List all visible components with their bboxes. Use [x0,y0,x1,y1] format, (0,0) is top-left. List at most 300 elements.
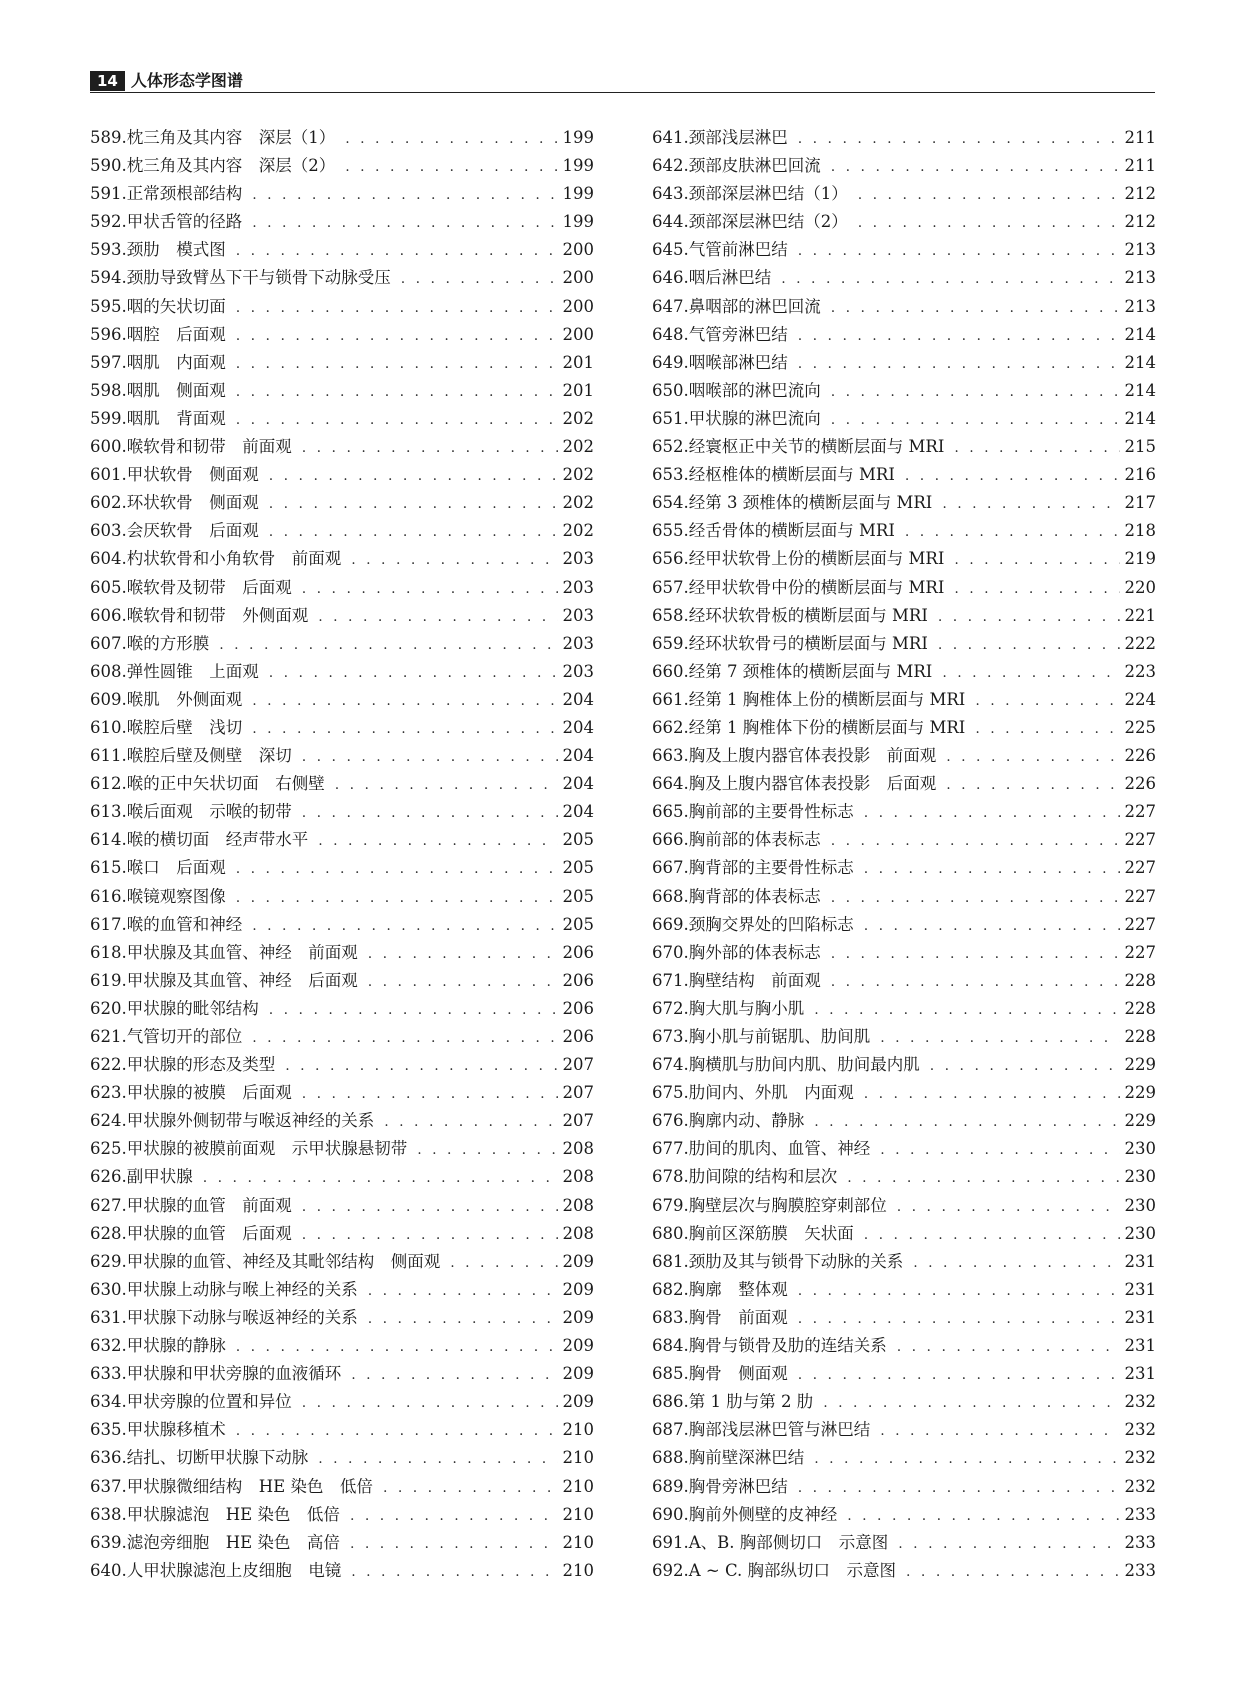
dot-leader [219,631,557,658]
entry-number: 612. [90,774,127,794]
entry-number: 643. [652,184,689,204]
toc-entry[interactable] [90,630,594,658]
entry-page-number: 205 [562,830,594,850]
entry-page-number: 232 [1124,1392,1156,1412]
entry-title: 甲状腺及其血管、神经 后面观 [126,970,358,990]
entry-title: 胸前外侧壁的皮神经 [688,1504,838,1524]
entry-page-number: 228 [1124,998,1156,1018]
entry-number: 664. [652,774,689,794]
toc-entry[interactable] [652,714,1156,742]
entry-title: 颈部皮肤淋巴回流 [688,156,821,176]
entry-page-number: 208 [562,1139,594,1159]
dot-leader [236,237,558,264]
entry-page-number: 200 [562,240,594,260]
entry-number: 607. [90,633,127,653]
dot-leader [880,1136,1119,1163]
entry-title: 经甲状软骨上份的横断层面与 MRI [688,549,945,569]
entry-title: 气管切开的部位 [126,1027,243,1046]
entry-page-number: 214 [1124,352,1156,372]
entry-page-number: 226 [1124,774,1156,794]
entry-page-number: 211 [1124,156,1156,176]
toc-entry[interactable] [90,742,594,770]
toc-entry[interactable] [90,545,594,573]
entry-number: 652. [652,437,689,457]
toc-entry[interactable] [652,1529,1156,1557]
entry-number: 680. [652,1223,689,1243]
entry-number: 649. [652,352,689,372]
entry-title: 甲状舌管的径路 [126,212,243,232]
toc-entry[interactable] [652,1416,1156,1444]
toc-entry[interactable] [652,602,1156,630]
entry-number: 635. [90,1420,127,1440]
entry-title: 胸壁结构 前面观 [688,970,821,990]
toc-entry[interactable] [90,293,594,321]
toc-entry[interactable] [90,1332,594,1360]
dot-leader [302,575,558,602]
dot-leader [847,1164,1119,1191]
toc-entry[interactable] [90,152,594,180]
entry-page-number: 200 [562,296,594,316]
dot-leader [954,434,1119,461]
toc-entry[interactable] [90,1388,594,1416]
entry-page-number: 204 [562,774,594,794]
entry-number: 672. [652,998,689,1018]
toc-entry[interactable] [90,574,594,602]
entry-page-number: 204 [562,746,594,766]
toc-entry[interactable] [90,1107,594,1135]
toc-entry[interactable] [652,630,1156,658]
dot-leader [302,434,558,461]
entry-page-number: 227 [1124,942,1156,962]
entry-number: 592. [90,212,127,232]
entry-page-number: 231 [1124,1336,1156,1356]
dot-leader [942,490,1119,517]
entry-page-number: 199 [562,128,594,147]
entry-title: 喉腔后壁及侧壁 深切 [126,746,292,766]
dot-leader [913,1249,1119,1276]
dot-leader [350,1530,558,1557]
dot-leader [302,1221,558,1248]
toc-entry[interactable] [90,1360,594,1388]
dot-leader [898,1530,1119,1557]
entry-page-number: 208 [562,1195,594,1215]
entry-number: 589. [90,128,127,147]
toc-entry[interactable] [652,1079,1156,1107]
entry-title: 喉的横切面 经声带水平 [126,830,309,850]
toc-entry[interactable] [652,405,1156,433]
entry-title: 咽喉部淋巴结 [688,352,788,372]
toc-entry[interactable] [652,1248,1156,1276]
entry-number: 645. [652,240,689,260]
entry-title: 甲状腺的血管、神经及其毗邻结构 侧面观 [126,1251,441,1271]
toc-entry[interactable] [652,798,1156,826]
entry-title: 经甲状软骨中份的横断层面与 MRI [688,577,945,597]
toc-entry[interactable] [90,321,594,349]
entry-page-number: 221 [1124,605,1156,625]
entry-number: 674. [652,1055,689,1075]
entry-title: 甲状腺的毗邻结构 [126,998,259,1018]
dot-leader [236,350,558,377]
toc-entry[interactable] [652,1332,1156,1360]
entry-number: 599. [90,408,127,428]
entry-page-number: 201 [562,380,594,400]
entry-title: 胸大肌与胸小肌 [688,998,805,1018]
entry-number: 613. [90,802,127,822]
toc-entry[interactable] [652,1220,1156,1248]
toc-entry[interactable] [90,349,594,377]
toc-entry[interactable] [90,1163,594,1191]
entry-number: 679. [652,1195,689,1215]
dot-leader [236,294,558,321]
entry-page-number: 208 [562,1167,594,1187]
entry-number: 614. [90,830,127,850]
entry-page-number: 203 [562,605,594,625]
entry-title: 胸骨 前面观 [688,1307,788,1327]
entry-page-number: 203 [562,577,594,597]
entry-page-number: 210 [562,1448,594,1468]
dot-leader [946,743,1119,770]
entry-number: 627. [90,1195,127,1215]
toc-entry[interactable] [90,1023,594,1051]
entry-page-number: 212 [1124,212,1156,232]
toc-entry[interactable] [90,911,594,939]
dot-leader [203,1164,558,1191]
toc-entry[interactable] [90,1529,594,1557]
toc-entry[interactable] [652,180,1156,208]
entry-number: 591. [90,184,127,204]
toc-entry[interactable] [652,236,1156,264]
dot-leader [302,743,558,770]
toc-entry[interactable] [90,517,594,545]
toc-entry[interactable] [90,1444,594,1472]
entry-number: 617. [90,914,127,934]
toc-entry[interactable] [652,770,1156,798]
entry-title: 肋间内、外肌 内面观 [688,1083,854,1103]
dot-leader [798,1277,1120,1304]
entry-title: 甲状腺外侧韧带与喉返神经的关系 [126,1111,375,1131]
dot-leader [269,996,558,1023]
toc-entry[interactable] [90,714,594,742]
toc-entry[interactable] [652,433,1156,461]
toc-entry[interactable] [90,770,594,798]
entry-page-number: 204 [562,717,594,737]
toc-entry[interactable] [652,1473,1156,1501]
dot-leader [823,1389,1119,1416]
dot-leader [831,153,1120,180]
dot-leader [831,968,1120,995]
dot-leader [798,322,1120,349]
entry-page-number: 222 [1124,633,1156,653]
toc-entry[interactable] [90,826,594,854]
entry-title: 喉的方形膜 [126,633,210,653]
dot-leader [831,378,1120,405]
toc-entry[interactable] [90,686,594,714]
toc-entry[interactable] [652,1023,1156,1051]
toc-entry[interactable] [652,995,1156,1023]
toc-entry[interactable] [90,1557,594,1585]
toc-entry[interactable] [90,939,594,967]
entry-page-number: 206 [562,942,594,962]
entry-number: 677. [652,1139,689,1159]
entry-number: 648. [652,324,689,344]
dot-leader [880,1024,1119,1051]
entry-page-number: 218 [1124,521,1156,541]
toc-entry[interactable] [652,264,1156,292]
entry-page-number: 200 [562,268,594,288]
entry-title: 枕三角及其内容 深层（1） [126,128,336,147]
toc-entry[interactable] [90,377,594,405]
toc-entry[interactable] [90,967,594,995]
toc-entry[interactable] [652,517,1156,545]
entry-title: 经舌骨体的横断层面与 MRI [688,521,895,541]
entry-number: 598. [90,380,127,400]
entry-page-number: 202 [562,408,594,428]
entry-number: 644. [652,212,689,232]
toc-entry[interactable] [90,1192,594,1220]
toc-entry[interactable] [652,152,1156,180]
entry-page-number: 205 [562,886,594,906]
toc-entry[interactable] [90,854,594,882]
entry-title: 胸及上腹内器官体表投影 前面观 [688,746,937,766]
toc-entry[interactable] [652,1192,1156,1220]
entry-title: 弹性圆锥 上面观 [126,661,259,681]
entry-number: 620. [90,998,127,1018]
entry-page-number: 210 [562,1504,594,1524]
entry-title: 甲状腺的血管 前面观 [126,1195,292,1215]
toc-entry[interactable] [90,1416,594,1444]
entry-number: 605. [90,577,127,597]
entry-page-number: 233 [1124,1504,1156,1524]
dot-leader [302,799,558,826]
entry-title: 颈部浅层淋巴 [688,128,788,147]
toc-entry[interactable] [90,208,594,236]
toc-entry[interactable] [652,911,1156,939]
toc-entry[interactable] [90,1079,594,1107]
dot-leader [252,209,557,236]
entry-page-number: 210 [562,1532,594,1552]
toc-entry[interactable] [652,967,1156,995]
dot-leader [236,884,558,911]
toc-entry[interactable] [90,489,594,517]
toc-entry[interactable] [652,686,1156,714]
entry-number: 641. [652,128,689,147]
dot-leader [831,940,1120,967]
entry-number: 690. [652,1504,689,1524]
toc-entry[interactable] [652,1163,1156,1191]
toc-entry[interactable] [652,658,1156,686]
dot-leader [368,940,558,967]
toc-entry[interactable] [652,1107,1156,1135]
toc-entry[interactable] [90,1276,594,1304]
toc-entry[interactable] [652,124,1156,152]
entry-page-number: 227 [1124,830,1156,850]
toc-entry[interactable] [652,208,1156,236]
entry-title: 环状软骨 侧面观 [126,493,259,513]
entry-title: 甲状腺下动脉与喉返神经的关系 [126,1307,358,1327]
toc-entry[interactable] [90,658,594,686]
entry-title: 咽后淋巴结 [688,268,772,288]
dot-leader [975,715,1119,742]
entry-title: 胸前区深筋膜 矢状面 [688,1223,854,1243]
entry-title: 甲状腺的静脉 [126,1336,226,1356]
toc-entry[interactable] [652,1051,1156,1079]
dot-leader [954,546,1119,573]
entry-page-number: 219 [1124,549,1156,569]
entry-title: 胸背部的体表标志 [688,886,821,906]
toc-entry[interactable] [90,1220,594,1248]
entry-page-number: 202 [562,521,594,541]
entry-page-number: 210 [562,1560,594,1580]
toc-entry[interactable] [90,602,594,630]
entry-page-number: 214 [1124,380,1156,400]
entry-title: 胸前部的主要骨性标志 [688,802,854,822]
entry-title: 咽腔 后面观 [126,324,226,344]
entry-title: 喉软骨和韧带 前面观 [126,437,292,457]
entry-title: 甲状腺滤泡 HE 染色 低倍 [126,1504,340,1524]
entry-number: 601. [90,465,127,485]
entry-number: 610. [90,717,127,737]
entry-number: 647. [652,296,689,316]
toc-entry[interactable] [652,377,1156,405]
toc-entry[interactable] [652,574,1156,602]
entry-title: 枕三角及其内容 深层（2） [126,156,336,176]
dot-leader [781,265,1119,292]
toc-entry[interactable] [652,545,1156,573]
dot-leader [401,265,558,292]
entry-title: 咽肌 背面观 [126,408,226,428]
entry-number: 646. [652,268,689,288]
entry-title: 鼻咽部的淋巴回流 [688,296,821,316]
dot-leader [831,406,1120,433]
toc-entry[interactable] [652,1501,1156,1529]
entry-page-number: 233 [1124,1560,1156,1580]
entry-page-number: 213 [1124,268,1156,288]
entry-number: 682. [652,1279,689,1299]
toc-entry[interactable] [652,489,1156,517]
entry-title: 甲状腺的被膜 后面观 [126,1083,292,1103]
entry-number: 631. [90,1307,127,1327]
entry-title: 人甲状腺滤泡上皮细胞 电镜 [126,1560,342,1580]
entry-number: 665. [652,802,689,822]
toc-entry[interactable] [652,1360,1156,1388]
entry-page-number: 227 [1124,858,1156,878]
entry-number: 595. [90,296,127,316]
toc-entry[interactable] [90,1473,594,1501]
dot-leader [384,1108,557,1135]
entry-number: 667. [652,858,689,878]
toc-entry[interactable] [652,939,1156,967]
dot-leader [318,1445,557,1472]
entry-page-number: 211 [1124,128,1156,147]
entry-number: 666. [652,830,689,850]
toc-entry[interactable] [90,1501,594,1529]
toc-entry[interactable] [90,180,594,208]
dot-leader [905,462,1120,489]
dot-leader [942,659,1119,686]
toc-entry[interactable] [90,124,594,152]
dot-leader [897,1193,1120,1220]
toc-entry[interactable] [652,1444,1156,1472]
toc-entry[interactable] [90,433,594,461]
toc-entry[interactable] [90,405,594,433]
toc-entry[interactable] [90,995,594,1023]
toc-entry[interactable] [90,461,594,489]
toc-entry[interactable] [90,264,594,292]
entry-number: 662. [652,717,689,737]
toc-entry[interactable] [652,1135,1156,1163]
entry-title: A ~ C. 胸部纵切口 示意图 [688,1560,897,1580]
dot-leader [368,968,558,995]
toc-entry[interactable] [90,1304,594,1332]
dot-leader [269,462,558,489]
entry-title: 喉后面观 示喉的韧带 [126,802,292,822]
dot-leader [906,1558,1119,1585]
entry-title: 咽喉部的淋巴流向 [688,380,821,400]
entry-number: 618. [90,942,127,962]
toc-entry[interactable] [90,1051,594,1079]
entry-title: 经枢椎体的横断层面与 MRI [688,465,895,485]
toc-entry[interactable] [652,349,1156,377]
entry-title: 喉软骨及韧带 后面观 [126,577,292,597]
entry-number: 654. [652,493,689,513]
dot-leader [814,1108,1119,1135]
toc-entry[interactable] [90,1248,594,1276]
entry-number: 622. [90,1055,127,1075]
toc-entry[interactable] [90,798,594,826]
entry-page-number: 223 [1124,661,1156,681]
entry-number: 657. [652,577,689,597]
dot-leader [938,603,1120,630]
toc-entry[interactable] [90,883,594,911]
entry-number: 655. [652,521,689,541]
page-number: 14 [90,71,125,91]
toc-entry[interactable] [652,461,1156,489]
toc-entry[interactable] [90,1135,594,1163]
entry-title: 胸部浅层淋巴管与淋巴结 [688,1420,871,1440]
dot-leader [302,1389,558,1416]
toc-entry[interactable] [652,742,1156,770]
toc-entry[interactable] [652,1276,1156,1304]
toc-entry[interactable] [652,321,1156,349]
entry-number: 661. [652,689,689,709]
entry-number: 590. [90,156,127,176]
toc-entry[interactable] [652,826,1156,854]
dot-leader [285,1052,557,1079]
entry-title: 胸背部的主要骨性标志 [688,858,854,878]
toc-entry[interactable] [652,854,1156,882]
entry-page-number: 230 [1124,1139,1156,1159]
entry-page-number: 212 [1124,184,1156,204]
entry-number: 656. [652,549,689,569]
entry-page-number: 207 [562,1111,594,1131]
toc-entry[interactable] [652,1388,1156,1416]
toc-entry[interactable] [90,236,594,264]
entry-number: 681. [652,1251,689,1271]
entry-number: 686. [652,1392,689,1412]
toc-entry[interactable] [652,1557,1156,1585]
dot-leader [345,153,557,180]
entry-page-number: 227 [1124,886,1156,906]
entry-page-number: 206 [562,998,594,1018]
toc-entry[interactable] [652,883,1156,911]
entry-title: 咽肌 内面观 [126,352,226,372]
entry-number: 597. [90,352,127,372]
entry-title: 经第 7 颈椎体的横断层面与 MRI [688,661,933,681]
entry-title: 杓状软骨和小角软骨 前面观 [126,549,342,569]
entry-number: 630. [90,1279,127,1299]
toc-entry[interactable] [652,1304,1156,1332]
toc-entry[interactable] [652,293,1156,321]
